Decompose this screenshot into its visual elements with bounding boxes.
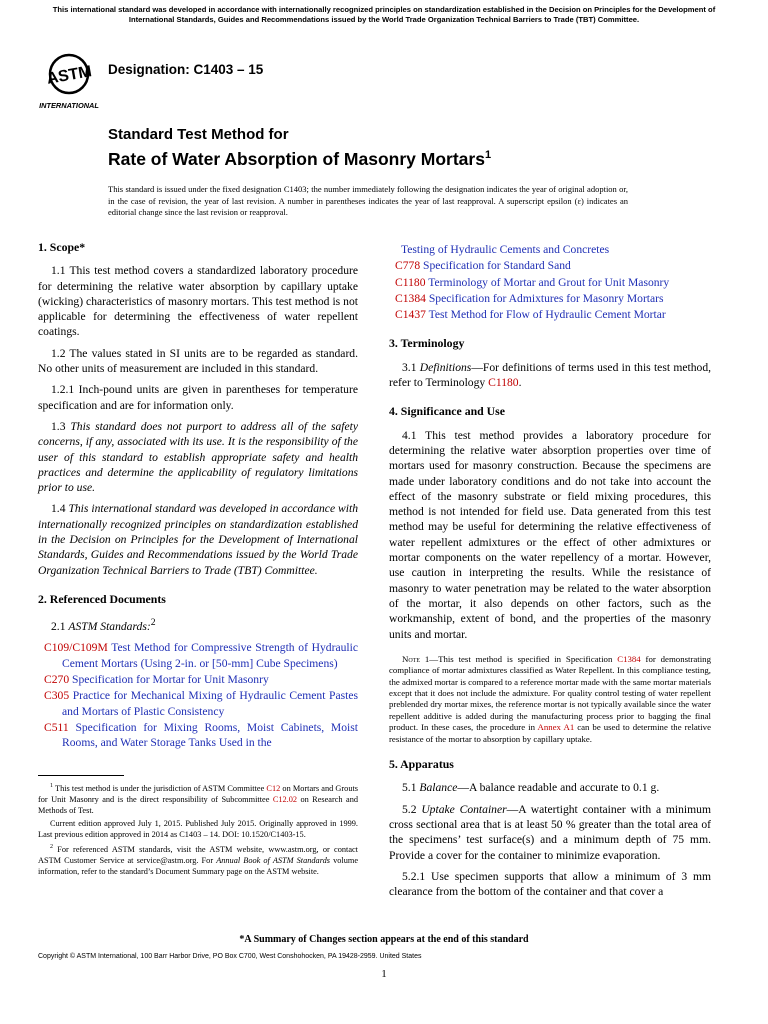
- fn1-a: This test method is under the jurisdiction of ASTM Committee: [55, 783, 267, 793]
- fn2-italic: Annual Book of ASTM Standards: [216, 855, 331, 865]
- definitions-label: Definitions: [419, 360, 472, 374]
- references-heading: 2. Referenced Documents: [38, 591, 166, 606]
- ref-item[interactable]: [389, 258, 711, 273]
- para-1-3: [38, 419, 358, 495]
- ref-code[interactable]: C109/C109M: [44, 641, 108, 655]
- title-line1: Standard Test Method for: [108, 126, 289, 143]
- ref-code[interactable]: C1180: [395, 275, 426, 289]
- astm-standards-sup: 2: [150, 617, 156, 629]
- para-5-2-text: —A watertight container with a minimum cross sectional area that is at least 50 % greater than the total area of the specimens’ test surface(s) and a minimum depth of 75 mm. Provide a cover for the container to minimize evaporation.: [389, 802, 711, 862]
- ref-item[interactable]: [38, 672, 358, 687]
- right-column: [389, 242, 711, 905]
- ref-item[interactable]: [38, 688, 358, 719]
- para-1-4-num: 1.4: [51, 502, 69, 516]
- para-3-1-end: .: [518, 376, 522, 390]
- link-c1384[interactable]: C1384: [617, 653, 641, 664]
- para-5-2-num: 5.2: [402, 802, 422, 816]
- ref-title[interactable]: Test Method for Compressive Strength of Hydraulic Cement Mortars (Using 2-in. or [50-mm] Cube Specimens): [62, 641, 358, 670]
- note-text-b: for demonstrating compliance of mortar admixtures classified as Water Repellent. In this compliance testing, the admixed mortar is compared to a reference mortar made with the same mortar materials except that it does not include the admixture. For quality control testing of water repellent preblended dry mortar mixes, the reference mortar is not typically available since the water repellent additive is added during the manufacturing process prior to bagging the final product. In these cases, the procedure in: [389, 653, 711, 733]
- link-c1180[interactable]: C1180: [488, 376, 519, 390]
- para-5-2-1: 5.2.1 Use specimen supports that allow a minimum of 3 mm clearance from the bottom of the container and that cover a: [389, 869, 711, 899]
- astm-logo-icon: [38, 46, 100, 112]
- uptake-container-label: Uptake Container: [421, 802, 507, 816]
- para-1-1: 1.1 This test method covers a standardized laboratory procedure for determining the relative water absorption by capillary uptake (wicking) characteristics of masonry mortars. This test method is not applicable for determining the effectiveness of water repellent coatings.: [38, 264, 358, 339]
- para-1-3-text: This standard does not purport to address all of the safety concerns, if any, associated with its use. It is the responsibility of the user of this standard to establish appropriate safety and health practices and determine the applicability of regulatory limitations prior to use.: [38, 419, 359, 495]
- ref-item[interactable]: [38, 640, 358, 671]
- para-3-1-text: —For definitions of terms used in this test method, refer to Terminology: [389, 360, 712, 390]
- title-footnote-mark: 1: [484, 149, 492, 161]
- ref-code[interactable]: C511: [44, 720, 69, 734]
- ref-item-continued[interactable]: [389, 242, 711, 257]
- scope-heading: 1. Scope*: [38, 240, 86, 254]
- fn2-a: For referenced ASTM standards, visit the ASTM website, www.astm.org, or contact ASTM Customer Service at service@astm.org. For: [38, 844, 358, 865]
- note-1: [389, 654, 711, 745]
- ref-title[interactable]: Testing of Hydraulic Cements and Concretes: [401, 243, 610, 256]
- fn1-b: on Mortars and Grouts for Unit Masonry and is the direct responsibility of Subcommittee: [38, 783, 358, 804]
- para-2-1-num: 2.1: [51, 620, 69, 634]
- terminology-heading: 3. Terminology: [389, 336, 465, 351]
- ref-title[interactable]: Specification for Mortar for Unit Masonry: [72, 672, 269, 686]
- ref-title[interactable]: Terminology of Mortar and Grout for Unit Masonry: [428, 275, 670, 289]
- ref-title[interactable]: Specification for Mixing Rooms, Moist Cabinets, Moist Rooms, and Water Storage Tanks Used in the: [62, 720, 358, 750]
- ref-item[interactable]: [38, 720, 358, 751]
- logo-sub: INTERNATIONAL: [39, 101, 99, 110]
- para-3-1-num: 3.1: [402, 360, 420, 374]
- ref-code[interactable]: C778: [395, 259, 421, 273]
- note-text-a: —This test method is specified in Specification: [429, 653, 618, 664]
- note-label: Note 1: [402, 653, 430, 664]
- ref-code[interactable]: C270: [44, 672, 70, 686]
- summary-of-changes-note: *A Summary of Changes section appears at the end of this standard: [239, 934, 529, 945]
- para-5-1-num: 5.1: [402, 781, 420, 795]
- para-3-1: [389, 360, 711, 391]
- para-1-2-1: 1.2.1 Inch-pound units are given in parentheses for temperature specification and are for information only.: [38, 383, 358, 412]
- issuance-note: This standard is issued under the fixed designation C1403; the number immediately following the designation indicates the year of original adoption or, in the case of revision, the year of last revision. A number in parentheses indicates the year of last reapproval. A superscript epsilon (ε) indicates an editorial change since the last revision or reapproval.: [108, 184, 628, 217]
- ref-item[interactable]: [389, 275, 711, 290]
- document-title: [108, 125, 491, 170]
- significance-heading: 4. Significance and Use: [389, 404, 506, 419]
- para-5-1: [389, 780, 711, 795]
- copyright-line: Copyright © ASTM International, 100 Barr Harbor Drive, PO Box C700, West Conshohocken, PA 19428-2959. United States: [38, 953, 422, 960]
- para-1-2: 1.2 The values stated in SI units are to be regarded as standard. No other units of measurement are included in this standard.: [38, 346, 358, 376]
- link-annex-a1[interactable]: Annex A1: [537, 722, 575, 733]
- fn1-c: on Research and Methods of Test.: [38, 794, 358, 815]
- para-5-2: [389, 802, 711, 863]
- ref-title[interactable]: Specification for Admixtures for Masonry Mortars: [428, 291, 664, 305]
- para-1-3-num: 1.3: [51, 419, 71, 433]
- para-4-1: 4.1 This test method provides a laboratory procedure for determining the relative water absorption properties over time of mortars used for masonry construction. Because the specimens are made under laboratory conditions and do not take into account the effect of the masonry substrate or field mixing procedures, this method is not intended for field use. Data generated from this test method may be useful for determining the relative effectiveness of water repellent admixtures or the effect of other admixtures or mortar components on the water repellency of a mortar. However, use caution in interpreting the results. While the resistance of masonry to water penetration may be related to the water absorption of the mortar, it also depends on other factors, such as the workmanship, extent of bond, and the properties of the masonry units and mortar.: [389, 428, 711, 641]
- ref-title[interactable]: Specification for Standard Sand: [423, 259, 571, 273]
- footnote-2: $^2$ For referenced ASTM standards, visit the ASTM website, www.astm.org, or contact ASTM Customer Service at service@astm.org. For Annual Book of ASTM Standards volume information, refer to the standard’s Document Summary page on the ASTM website.: [38, 843, 359, 876]
- apparatus-heading: 5. Apparatus: [389, 757, 454, 772]
- top-notice: This international standard was developed in accordance with internationally recognized principles on standardization established in the Decision on Principles for the Development of International Standards, Guides and Recommendations issued by the World Trade Organization Technical Barriers to Trade (TBT) Committee.: [52, 5, 716, 24]
- footnotes: [38, 781, 358, 879]
- ref-item[interactable]: [389, 307, 711, 322]
- ref-code[interactable]: C305: [44, 689, 70, 703]
- fn1-link-c12[interactable]: C12: [266, 783, 281, 793]
- ref-code[interactable]: C1384: [395, 291, 426, 305]
- footnote-1-edition: Current edition approved July 1, 2015. Published July 2015. Originally approved in 1999. Last previous edition approved in 2014 as C1403 – 14. DOI: 10.1520/C1403-15.: [38, 818, 358, 839]
- ref-title[interactable]: Practice for Mechanical Mixing of Hydraulic Cement Pastes and Mortars of Plastic Consistency: [62, 689, 358, 718]
- note-text-c: can be used to determine the relative resistance of the mortar to absorption by capillary uptake.: [389, 722, 711, 744]
- para-5-1-text: —A balance readable and accurate to 0.1 g.: [457, 781, 660, 795]
- footnote-1: $^1$ This test method is under the jurisdiction of ASTM Committee C12 on Mortars and Grouts for Unit Masonry and is the direct responsibility of Subcommittee C12.02 on Research and Methods of Test.: [38, 783, 358, 815]
- ref-title[interactable]: Test Method for Flow of Hydraulic Cement Mortar: [428, 308, 666, 322]
- para-1-4-text: This international standard was developed in accordance with internationally recognized principles on standardization established in the Decision on Principles for the Development of International Standards, Guides and Recommendations issued by the World Trade Organization Technical Barriers to Trade (TBT) Committee.: [38, 502, 358, 577]
- ref-code[interactable]: C1437: [395, 308, 426, 322]
- para-1-4: [38, 501, 358, 577]
- balance-label: Balance: [419, 781, 458, 795]
- ref-item[interactable]: [389, 291, 711, 306]
- fn1-link-c1202[interactable]: C12.02: [272, 794, 298, 804]
- title-line2: Rate of Water Absorption of Masonry Mortars: [108, 149, 485, 169]
- para-2-1: [38, 615, 358, 634]
- page-number: 1: [381, 968, 387, 980]
- designation: Designation: C1403 – 15: [108, 62, 264, 77]
- left-column: [38, 240, 358, 751]
- astm-standards-label: ASTM Standards:: [68, 620, 151, 634]
- logo-text: ASTM: [45, 63, 94, 88]
- footnote-rule: [38, 775, 124, 776]
- fn2-b: volume information, refer to the standard’s Document Summary page on the ASTM website.: [38, 855, 359, 876]
